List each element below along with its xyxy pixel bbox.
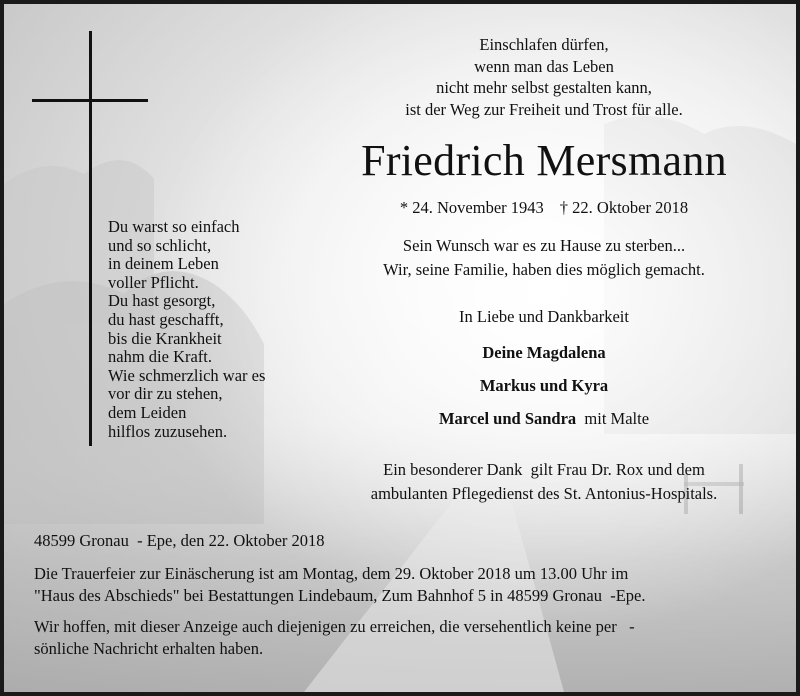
reach-note	[34, 616, 774, 660]
love-line: In Liebe und Dankbarkeit	[459, 307, 629, 326]
family-line	[304, 343, 784, 363]
main-column	[304, 34, 784, 506]
poem-line: nahm die Kraft.	[108, 347, 213, 367]
poem-line: in deinem Leben	[108, 254, 219, 274]
reach-line: Wir hoffen, mit dieser Anzeige auch diejenigen zu erreichen, die versehentlich keine per -	[34, 617, 635, 636]
birth-date: * 24. November 1943	[399, 198, 544, 217]
motto	[304, 34, 784, 120]
funeral-line: "Haus des Abschieds" bei Bestattungen Lindebaum, Zum Bahnhof 5 in 48599 Gronau -Epe.	[34, 586, 646, 605]
thanks-text	[304, 458, 784, 506]
family-line	[304, 409, 784, 429]
funeral-info	[34, 563, 774, 607]
family-name: Markus und Kyra	[479, 376, 609, 395]
life-dates	[304, 198, 784, 218]
poem-line: dem Leiden	[108, 402, 187, 422]
poem-line: voller Pflicht.	[108, 272, 199, 292]
family-line	[304, 376, 784, 396]
thanks-line: Ein besonderer Dank gilt Frau Dr. Rox und dem	[383, 460, 705, 479]
poem-line: und so schlicht,	[108, 235, 212, 255]
poem-line: vor dir zu stehen,	[108, 384, 223, 404]
cross-icon-vertical	[89, 31, 92, 446]
wish-line: Wir, seine Familie, haben dies möglich gemacht.	[383, 260, 705, 279]
motto-line: Einschlafen dürfen,	[479, 35, 609, 54]
wish-text	[304, 234, 784, 282]
motto-line: nicht mehr selbst gestalten kann,	[436, 78, 652, 97]
family-name: Deine Magdalena	[482, 343, 606, 362]
poem-line: Du warst so einfach	[108, 217, 240, 236]
motto-line: wenn man das Leben	[474, 56, 614, 76]
family-extra: mit Malte	[584, 409, 650, 428]
death-date: † 22. Oktober 2018	[559, 198, 689, 217]
poem-line: du hast geschafft,	[108, 309, 224, 329]
deceased-name: Friedrich Mersmann	[361, 136, 727, 185]
poem-line: bis die Krankheit	[108, 328, 222, 348]
motto-line: ist der Weg zur Freiheit und Trost für alle.	[405, 99, 683, 119]
footer-section	[34, 531, 774, 660]
funeral-line: Die Trauerfeier zur Einäscherung ist am Montag, dem 29. Oktober 2018 um 13.00 Uhr im	[34, 564, 629, 583]
family-name: Marcel und Sandra	[438, 409, 577, 428]
poem-line: hilflos zuzusehen.	[108, 421, 228, 441]
memorial-poem	[108, 218, 265, 441]
poem-line: Wie schmerzlich war es	[108, 365, 266, 385]
reach-line: sönliche Nachricht erhalten haben.	[34, 639, 264, 658]
wish-line: Sein Wunsch war es zu Hause zu sterben...	[402, 236, 686, 255]
cross-icon-horizontal	[32, 99, 148, 102]
thanks-line: ambulanten Pflegedienst des St. Antonius-Hospitals.	[370, 484, 718, 503]
poem-line: Du hast gesorgt,	[108, 291, 216, 311]
place-and-date: 48599 Gronau - Epe, den 22. Oktober 2018	[34, 531, 325, 550]
